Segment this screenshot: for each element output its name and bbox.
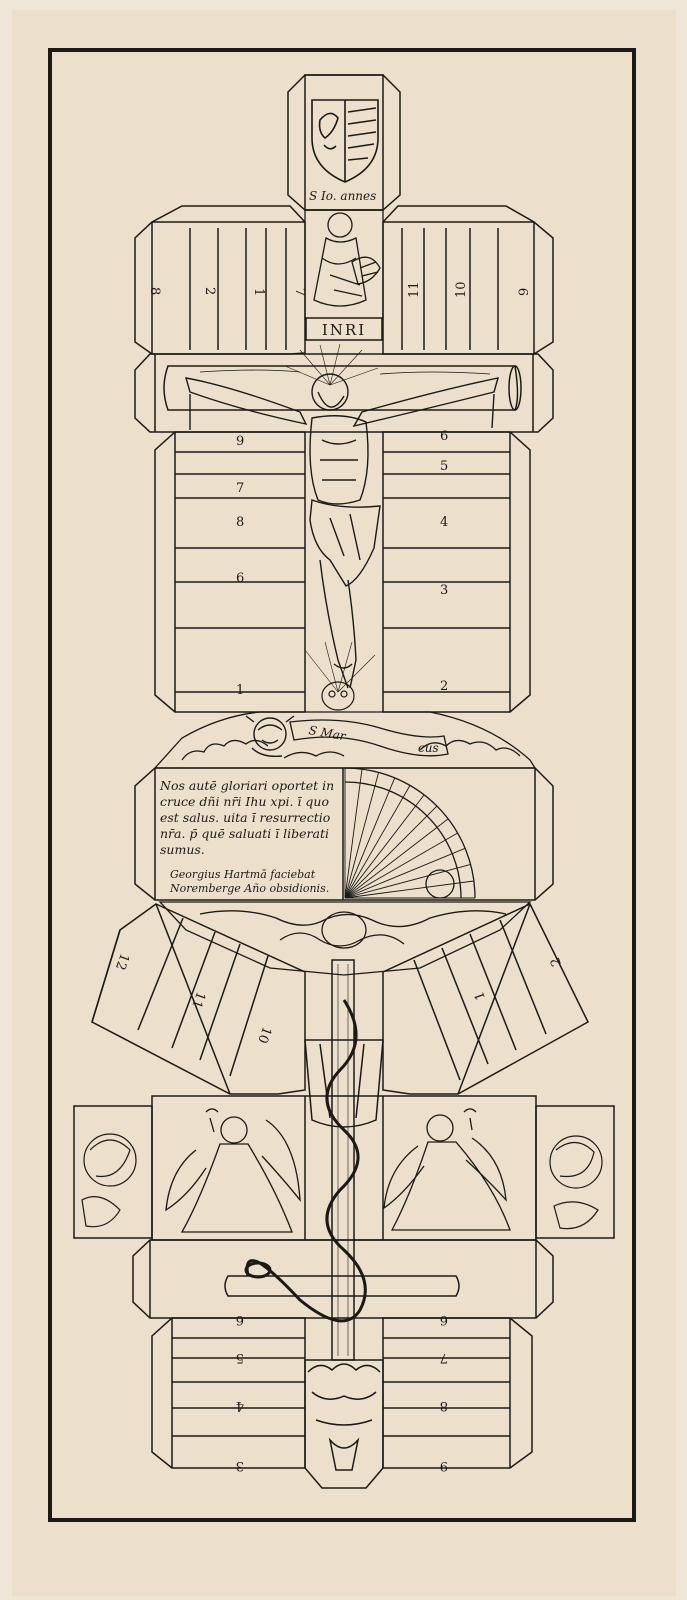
inscription-line: Nos autē gloriari oportet in (160, 778, 335, 793)
numeral: 10 (454, 281, 469, 298)
numeral: 6 (235, 1312, 244, 1327)
inri-text: INRI (321, 321, 367, 339)
quadrant-dial (345, 768, 475, 898)
numeral: 1 (236, 683, 245, 698)
numeral: 2 (547, 955, 565, 969)
numeral: 9 (517, 287, 532, 296)
st-mark-band (155, 712, 535, 768)
quadrant-hour-line (345, 772, 379, 898)
quadrant-hour-line (345, 785, 410, 898)
brazen-staff (305, 960, 383, 1360)
numeral: 5 (235, 1350, 244, 1365)
numeral: 9 (236, 434, 245, 449)
numeral: 8 (147, 287, 162, 296)
numeral: 7 (439, 1350, 448, 1365)
print-sheet (12, 10, 676, 1596)
quadrant-hour-line (345, 806, 437, 898)
quadrant-hour-line (345, 848, 465, 898)
numeral: 5 (440, 459, 449, 474)
numeral: 2 (202, 287, 217, 296)
bottom-cap (305, 1360, 383, 1488)
st-mark-label-left: S Mar (307, 723, 347, 744)
evangelist-medallions (82, 1134, 602, 1229)
signature-line: Noremberge Año obsidionis. (170, 882, 330, 895)
saint-john-figure (305, 210, 383, 320)
eagle-icon (352, 257, 380, 284)
inscription-line: est salus. uita ī resurrectio (160, 810, 331, 825)
middle-dial-numerals (236, 429, 448, 698)
numeral: 6 (236, 571, 245, 586)
st-john-label: S Io. annes (309, 189, 377, 203)
bottom-dial-numerals (236, 1312, 448, 1473)
quadrant-hour-line (345, 833, 458, 898)
inscription-line: nr̄a. p̄ quē saluati ī liberati (160, 826, 330, 841)
top-dial-numerals (147, 281, 532, 298)
lower-crossbar-band (133, 1240, 553, 1318)
st-mark-label-right: cus (418, 741, 439, 755)
numeral: 12 (111, 951, 132, 972)
angel-icon (384, 1109, 510, 1230)
skull-at-base (305, 642, 375, 710)
crucifix-figure (186, 344, 498, 688)
numeral: 6 (440, 429, 449, 444)
numeral: 6 (439, 1312, 448, 1327)
signature-line: Georgius Hartmā faciebat (170, 868, 316, 881)
numeral: 8 (439, 1398, 448, 1413)
coat-of-arms-icon (312, 100, 378, 182)
god-father-band (160, 902, 530, 975)
numeral: 4 (235, 1398, 244, 1413)
outer-border (50, 50, 634, 1520)
numeral: 3 (440, 583, 449, 598)
quadrant-hour-line (345, 778, 395, 898)
inscription-text (159, 778, 334, 895)
lower-dial-arms (92, 904, 588, 1094)
numeral: 11 (188, 989, 208, 1011)
numeral: 10 (254, 1024, 274, 1046)
inscription-line: sumus. (160, 842, 205, 857)
quadrant-hour-line (345, 864, 471, 898)
numeral: 7 (236, 481, 245, 496)
lion-icon (246, 716, 294, 756)
inri-banner (306, 318, 382, 340)
numeral: 2 (440, 679, 449, 694)
middle-dial-arms (155, 432, 530, 712)
angels-band (74, 1096, 614, 1240)
bottom-dial-arms (152, 1318, 532, 1468)
inscription-line: cruce dñi nr̄i Ihu xpi. ī quo (160, 794, 329, 809)
numeral: 4 (440, 515, 449, 530)
numeral: 3 (235, 1458, 244, 1473)
numeral: 8 (236, 515, 245, 530)
sundial-woodcut (12, 10, 676, 1596)
numeral: 1 (471, 989, 489, 1003)
angel-icon (166, 1109, 300, 1232)
numeral: 7 (292, 288, 307, 297)
numeral: 1 (251, 288, 266, 297)
numeral: 9 (439, 1458, 448, 1473)
numeral: 11 (407, 281, 422, 298)
